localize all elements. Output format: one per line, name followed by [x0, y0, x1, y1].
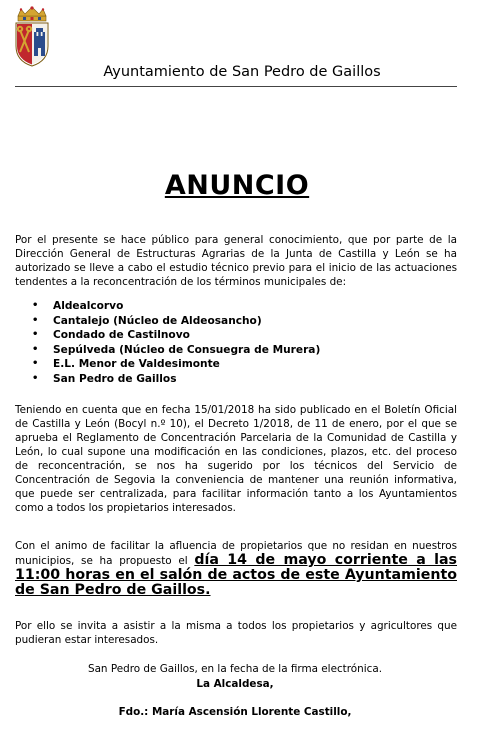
bullet-icon: • [32, 343, 39, 355]
list-item [15, 343, 455, 358]
bullet-icon: • [32, 314, 39, 326]
list-item-label: Sepúlveda (Núcleo de Consuegra de Murera) [53, 343, 321, 356]
list-item-label: Condado de Castilnovo [53, 329, 190, 342]
invitation-paragraph: Por ello se invita a asistir a la misma a todos los propietarios y agricultores que pudieran estar interesados. [15, 620, 457, 646]
place-date-line: San Pedro de Gaillos, en la fecha de la firma electrónica. [87, 663, 383, 675]
list-item-label: Aldealcorvo [53, 300, 124, 312]
bullet-icon: • [32, 372, 39, 384]
bullet-icon: • [32, 358, 39, 370]
bullet-icon: • [32, 329, 39, 341]
municipality-heading: Ayuntamiento de San Pedro de Gaillos [103, 64, 381, 80]
list-item-label: E.L. Menor de Valdesimonte [53, 358, 220, 371]
document-title: ANUNCIO [164, 170, 310, 201]
intro-paragraph: Por el presente se hace público para general conocimiento, que por parte de la Dirección General de Estructuras Agrarias de la Junta de Castilla y León se ha autorizado se lleve a cabo el estudio técnico previo para el inicio de las actuaciones tendentes a la reconcentración de los términos municipales de: [15, 234, 457, 288]
list-item [15, 372, 455, 387]
body-paragraph: Teniendo en cuenta que en fecha 15/01/2018 ha sido publicado en el Boletín Oficial de Castilla y León (Bocyl n.º 10), el Decreto 1/2018, de 11 de enero, por el que se aprueba el Reglamento de Concentración Parcelaria de la Comunidad de Castilla y León, lo cual supone una modificación en las condiciones, plazos, etc. del proceso de reconcentración, se nos ha sugerido por los técnicos del Servicio de Concentración de Segovia la conveniencia de mantener una reunión informativa, que puede ser centralizada, para facilitar información tanto a los Ayuntamientos como a todos los propietarios interesados. [15, 404, 457, 514]
list-item-label: San Pedro de Gaillos [53, 372, 177, 385]
meeting-lead: Con el animo de facilitar la afluencia de propietarios que no residan en nuestros municipios, se ha propuesto el [15, 540, 457, 567]
bullet-icon: • [32, 300, 39, 311]
list-item-label: Cantalejo (Núcleo de Aldeosancho) [53, 314, 262, 327]
list-item [15, 299, 455, 314]
crown-icon [18, 6, 46, 21]
header-divider [15, 86, 457, 87]
list-item [15, 314, 455, 329]
list-item [15, 357, 455, 372]
coat-of-arms-icon [12, 6, 52, 68]
municipality-list [15, 299, 455, 387]
meeting-highlight: día 14 de mayo corriente a las 11:00 horas en el salón de actos de este Ayuntamiento de San Pedro de Gaillos. [15, 552, 458, 598]
meeting-paragraph [15, 539, 457, 598]
list-item [15, 328, 455, 343]
signature-line: Fdo.: María Ascensión Llorente Castillo, [118, 706, 352, 718]
signatory-role: La Alcaldesa, [196, 678, 274, 690]
